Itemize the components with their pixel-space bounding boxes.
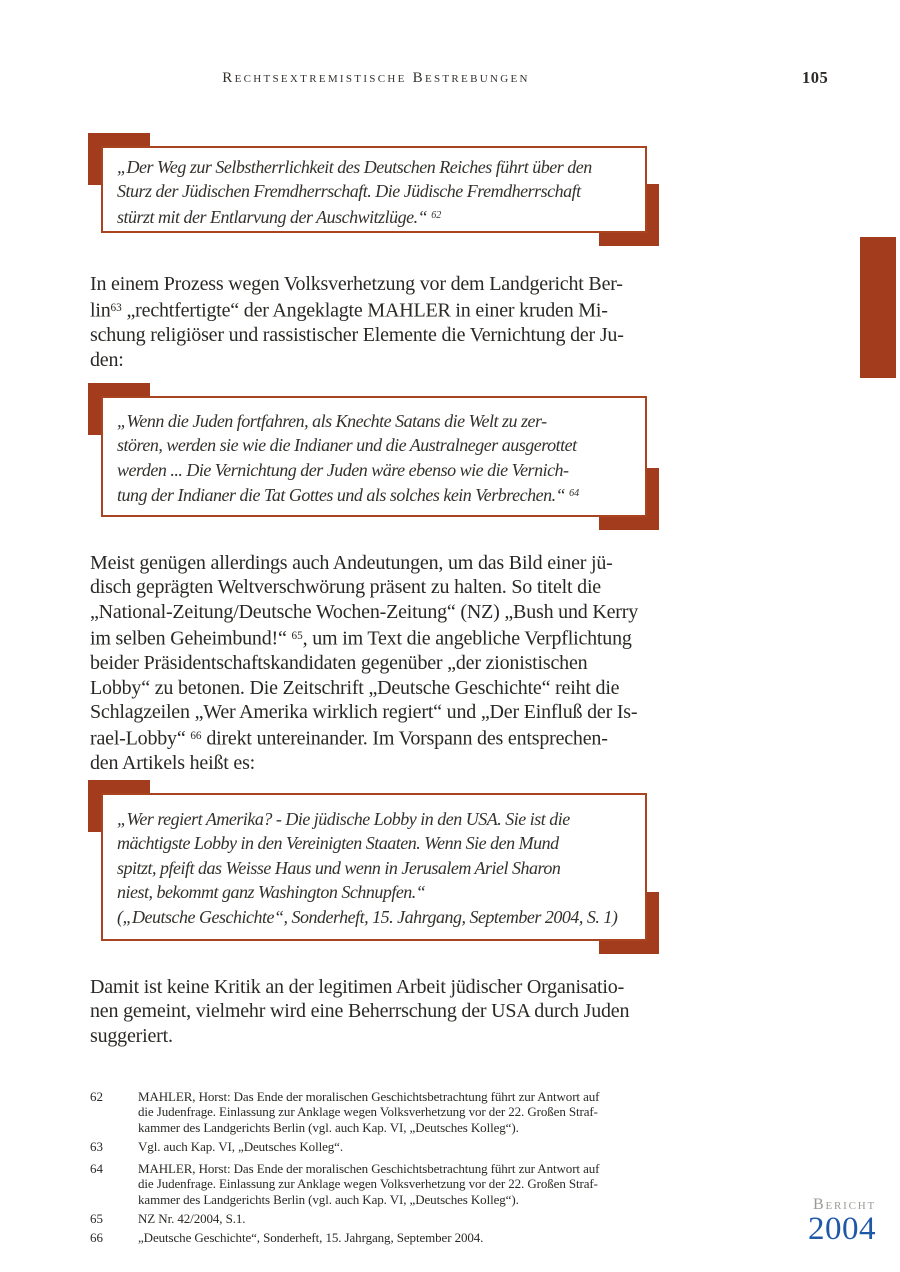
- body-paragraph-3: [90, 975, 670, 1048]
- paragraph-line: lin$^{63}$ „rechtfertigte“ der Angeklagte MAHLER in einer kruden Mi-: [90, 300, 608, 322]
- paragraph-line: im selben Geheimbund!“ $^{65}$, um im Text die angebliche Verpflichtung: [90, 627, 632, 650]
- quote-line: Sturz der Jüdischen Fremdherrschaft. Die Jüdische Fremdherrschaft: [117, 181, 581, 202]
- paragraph-line: In einem Prozess wegen Volksverhetzung vor dem Landgericht Ber-: [90, 273, 623, 295]
- paragraph-line: schung religiöser und rassistischer Elemente die Vernichtung der Ju-: [90, 324, 624, 347]
- paragraph-line: „National-Zeitung/Deutsche Wochen-Zeitung“ (NZ) „Bush und Kerry: [90, 600, 639, 623]
- footnote-number: 65: [90, 1211, 103, 1226]
- page-number: 105: [802, 68, 829, 87]
- paragraph-line: den Artikels heißt es:: [90, 752, 256, 775]
- footnote-66: [90, 1230, 668, 1245]
- paragraph-line: Meist genügen allerdings auch Andeutungen, um das Bild einer jü-: [90, 552, 613, 574]
- quote-panel: [101, 146, 647, 233]
- footnote-reference: 66: [190, 730, 202, 743]
- paragraph-line: Lobby“ zu betonen. Die Zeitschrift „Deutsche Geschichte“ reiht die: [90, 676, 620, 699]
- quote-line: „Wer regiert Amerika? - Die jüdische Lobby in den USA. Sie ist die: [117, 809, 570, 829]
- quote-line: („Deutsche Geschichte“, Sonderheft, 15. Jahrgang, September 2004, S. 1): [117, 906, 618, 927]
- footnote-number: 66: [90, 1230, 103, 1245]
- footnote-line: „Deutsche Geschichte“, Sonderheft, 15. Jahrgang, September 2004.: [138, 1230, 484, 1245]
- footnote-65: [90, 1211, 668, 1226]
- footnote-63: [90, 1139, 668, 1154]
- quote-panel: [101, 396, 647, 517]
- quote-line: stürzt mit der Entlarvung der Auschwitzlüge.“ $^{62}$: [117, 206, 442, 227]
- bericht-2004-logo: [808, 1197, 876, 1245]
- footnote-number: 64: [90, 1161, 103, 1176]
- quote-line: mächtigste Lobby in den Vereinigten Staaten. Wenn Sie den Mund: [117, 833, 559, 854]
- footnote-line: MAHLER, Horst: Das Ende der moralischen Geschichtsbetrachtung führt zur Antwort auf: [138, 1089, 600, 1104]
- paragraph-line: Damit ist keine Kritik an der legitimen Arbeit jüdischer Organisatio-: [90, 976, 625, 998]
- paragraph-line: rael-Lobby“ $^{66}$ direkt untereinander. Im Vorspann des entsprechen-: [90, 728, 608, 751]
- paragraph-line: suggeriert.: [90, 1024, 173, 1047]
- footnote-line: NZ Nr. 42/2004, S.1.: [138, 1211, 246, 1226]
- body-paragraph-1: [90, 272, 670, 372]
- quote-line: tung der Indianer die Tat Gottes und als solches kein Verbrechen.“ $^{64}$: [117, 485, 580, 506]
- paragraph-line: nen gemeint, vielmehr wird eine Beherrschung der USA durch Juden: [90, 1000, 630, 1023]
- quote-line: stören, werden sie wie die Indianer und die Australneger ausgerottet: [117, 435, 577, 456]
- footnote-line: kammer des Landgerichts Berlin (vgl. auch Kap. VI, „Deutsches Kolleg“).: [138, 1119, 519, 1135]
- quote-box-3: [101, 793, 647, 941]
- footnote-line: kammer des Landgerichts Berlin (vgl. auch Kap. VI, „Deutsches Kolleg“).: [138, 1191, 519, 1207]
- quote-line: „Der Weg zur Selbstherrlichkeit des Deutschen Reiches führt über den: [117, 157, 592, 177]
- footnote-line: die Judenfrage. Einlassung zur Anklage wegen Volksverhetzung vor der 22. Großen Straf-: [138, 1104, 598, 1120]
- footnote-64: [90, 1161, 668, 1207]
- body-paragraph-2: [90, 551, 670, 776]
- footnote-number: 62: [90, 1089, 103, 1104]
- footnote-line: MAHLER, Horst: Das Ende der moralischen Geschichtsbetrachtung führt zur Antwort auf: [138, 1161, 600, 1176]
- footnote-reference: 65: [291, 630, 303, 643]
- footnote-reference: 63: [110, 302, 122, 315]
- paragraph-line: Schlagzeilen „Wer Amerika wirklich regiert“ und „Der Einfluß der Is-: [90, 701, 638, 724]
- footnote-line: Vgl. auch Kap. VI, „Deutsches Kolleg“.: [138, 1139, 343, 1154]
- paragraph-line: beider Präsidentschaftskandidaten gegenüber „der zionistischen: [90, 652, 588, 675]
- quote-line: „Wenn die Juden fortfahren, als Knechte Satans die Welt zu zer-: [117, 411, 547, 431]
- paragraph-line: disch geprägten Weltverschwörung präsent zu halten. So titelt die: [90, 576, 601, 599]
- paragraph-line: den:: [90, 348, 124, 371]
- footnote-number: 63: [90, 1139, 103, 1154]
- quote-line: werden ... Die Vernichtung der Juden wäre ebenso wie die Vernich-: [117, 459, 569, 480]
- quote-line: spitzt, pfeift das Weisse Haus und wenn in Jerusalem Ariel Sharon: [117, 857, 561, 878]
- logo-word: Bericht: [813, 1196, 876, 1213]
- footnote-line: die Judenfrage. Einlassung zur Anklage wegen Volksverhetzung vor der 22. Großen Straf-: [138, 1176, 598, 1192]
- quote-box-2: [101, 396, 647, 517]
- logo-year: 2004: [808, 1211, 876, 1247]
- footnote-62: [90, 1089, 668, 1135]
- footnote-reference: 64: [569, 488, 580, 500]
- quote-line: niest, bekommt ganz Washington Schnupfen.“: [117, 882, 426, 903]
- quote-panel: [101, 793, 647, 941]
- page-header-title: Rechtsextremistische Bestrebungen: [222, 70, 530, 86]
- chapter-margin-tab: [860, 237, 896, 378]
- footnote-reference: 62: [431, 209, 442, 221]
- quote-box-1: [101, 146, 647, 233]
